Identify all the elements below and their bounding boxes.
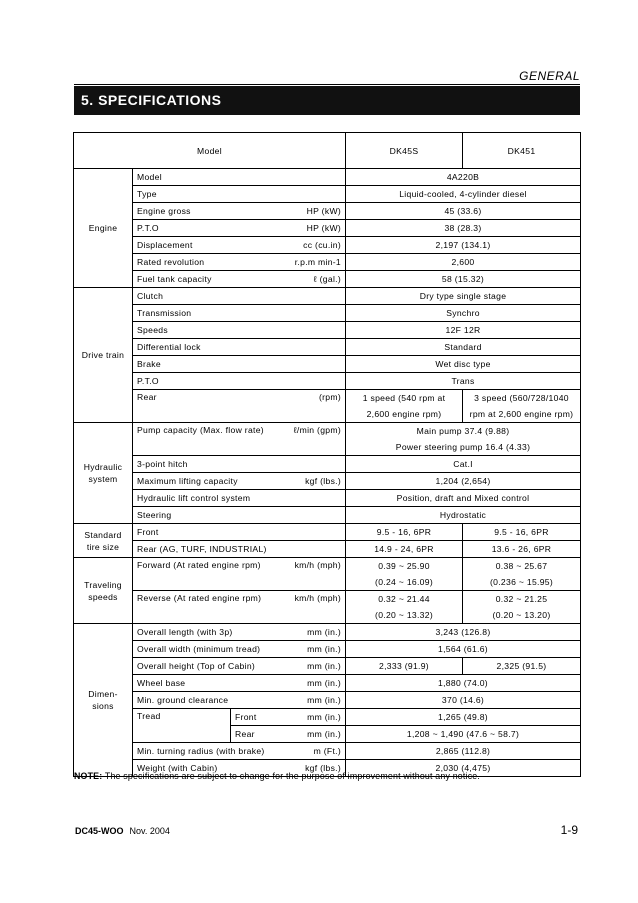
row-label-cell — [133, 254, 346, 271]
row-unit: mm (in.) — [307, 729, 342, 739]
row-label-cell — [133, 237, 346, 254]
row-sublabel-cell — [231, 709, 346, 726]
row-label: Min. turning radius (with brake) — [137, 746, 265, 756]
row-label-cell — [133, 591, 346, 624]
table-row — [74, 169, 581, 186]
row-label-cell — [133, 692, 346, 709]
row-label-cell — [133, 675, 346, 692]
specifications-table — [73, 132, 581, 777]
row-unit: mm (in.) — [307, 627, 342, 637]
row-label: Overall height (Top of Cabin) — [137, 661, 256, 671]
row-unit: kgf (lbs.) — [305, 476, 342, 486]
row-value: 2,865 (112.8) — [346, 743, 581, 760]
row-value: Liquid-cooled, 4-cylinder diesel — [346, 186, 581, 203]
row-unit: mm (in.) — [307, 678, 342, 688]
row-label: Tread — [133, 709, 231, 743]
row-unit: km/h (mph) — [294, 560, 342, 570]
table-row — [74, 743, 581, 760]
row-value: 2,030 (4,475) — [346, 760, 581, 777]
col-header-dk451: DK451 — [463, 133, 581, 169]
table-row — [74, 373, 581, 390]
row-label: Reverse (At rated engine rpm) — [137, 593, 262, 603]
header-rule — [74, 84, 580, 85]
row-label: Hydraulic lift control system — [133, 490, 346, 507]
row-unit: cc (cu.in) — [303, 240, 342, 250]
row-label-cell — [133, 271, 346, 288]
row-label-cell — [133, 473, 346, 490]
table-row — [74, 423, 581, 440]
group-label-dimensions: Dimen-sions — [74, 624, 133, 777]
row-label: Displacement — [137, 240, 193, 250]
row-unit: HP (kW) — [306, 206, 342, 216]
row-label-cell — [133, 203, 346, 220]
row-label: P.T.O — [133, 373, 346, 390]
row-value: 58 (15.32) — [346, 271, 581, 288]
table-row — [74, 271, 581, 288]
row-label: Engine gross — [137, 206, 191, 216]
row-unit: km/h (mph) — [294, 593, 342, 603]
table-row — [74, 524, 581, 541]
row-value: 1,880 (74.0) — [346, 675, 581, 692]
table-row — [74, 624, 581, 641]
table-row — [74, 541, 581, 558]
table-row — [74, 692, 581, 709]
row-value: Trans — [346, 373, 581, 390]
row-value: 1,204 (2,654) — [346, 473, 581, 490]
row-value: 12F 12R — [346, 322, 581, 339]
row-value: 13.6 - 26, 6PR — [463, 541, 581, 558]
row-value: 0.32 ~ 21.44 — [346, 591, 463, 608]
row-label-cell — [133, 390, 346, 423]
row-label: Type — [133, 186, 346, 203]
row-value: 0.39 ~ 25.90 — [346, 558, 463, 575]
row-label: Min. ground clearance — [137, 695, 229, 705]
row-label: Fuel tank capacity — [137, 274, 212, 284]
row-label: Speeds — [133, 322, 346, 339]
table-row — [74, 507, 581, 524]
table-row — [74, 709, 581, 726]
row-sublabel: Front — [235, 712, 257, 722]
row-value: 2,325 (91.5) — [463, 658, 581, 675]
table-row — [74, 490, 581, 507]
row-label: Front — [133, 524, 346, 541]
row-value: (0.236 ~ 15.95) — [463, 574, 581, 591]
row-label-cell — [133, 423, 346, 456]
row-value: 1 speed (540 rpm at — [346, 390, 463, 407]
row-label: 3-point hitch — [133, 456, 346, 473]
row-label: Rear (AG, TURF, INDUSTRIAL) — [133, 541, 346, 558]
row-unit: ℓ/min (gpm) — [293, 425, 342, 435]
row-value: rpm at 2,600 engine rpm) — [463, 406, 581, 423]
row-label: P.T.O — [137, 223, 159, 233]
row-value: Dry type single stage — [346, 288, 581, 305]
row-label: Wheel base — [137, 678, 186, 688]
table-row — [74, 305, 581, 322]
table-row — [74, 322, 581, 339]
row-sublabel: Rear — [235, 729, 255, 739]
note-text: The specifications are subject to change for the purpose of improvement without any notice. — [104, 771, 481, 781]
row-unit: kgf (lbs.) — [305, 763, 342, 773]
row-value: 45 (33.6) — [346, 203, 581, 220]
page-title: 5. SPECIFICATIONS — [74, 86, 580, 115]
row-label: Steering — [133, 507, 346, 524]
group-label-drive-train: Drive train — [74, 288, 133, 423]
row-value: 2,600 engine rpm) — [346, 406, 463, 423]
row-label: Weight (with Cabin) — [137, 763, 218, 773]
row-value: Wet disc type — [346, 356, 581, 373]
table-row — [74, 186, 581, 203]
table-row — [74, 390, 581, 407]
row-value: 9.5 - 16, 6PR — [346, 524, 463, 541]
row-value: 3 speed (560/728/1040 — [463, 390, 581, 407]
row-unit: mm (in.) — [307, 661, 342, 671]
row-value: Standard — [346, 339, 581, 356]
row-label: Overall width (minimum tread) — [137, 644, 261, 654]
row-label: Maximum lifting capacity — [137, 476, 238, 486]
table-row — [74, 456, 581, 473]
row-unit: m (Ft.) — [313, 746, 342, 756]
table-row — [74, 675, 581, 692]
row-unit: mm (in.) — [307, 644, 342, 654]
note-label: NOTE: — [74, 771, 103, 781]
table-row — [74, 203, 581, 220]
row-value: Cat.I — [346, 456, 581, 473]
row-value: 1,564 (61.6) — [346, 641, 581, 658]
row-unit: mm (in.) — [307, 712, 342, 722]
row-label: Overall length (with 3p) — [137, 627, 233, 637]
col-header-dk45s: DK45S — [346, 133, 463, 169]
row-label: Transmission — [133, 305, 346, 322]
row-unit: HP (kW) — [306, 223, 342, 233]
row-label: Brake — [133, 356, 346, 373]
row-value: Hydrostatic — [346, 507, 581, 524]
row-value: 0.32 ~ 21.25 — [463, 591, 581, 608]
row-value: 3,243 (126.8) — [346, 624, 581, 641]
row-label-cell — [133, 743, 346, 760]
group-label-tire-size: Standard tire size — [74, 524, 133, 558]
group-label-engine: Engine — [74, 169, 133, 288]
table-header-row — [74, 133, 581, 169]
table-row — [74, 641, 581, 658]
row-value: (0.20 ~ 13.20) — [463, 607, 581, 624]
table-row — [74, 237, 581, 254]
row-unit: ℓ (gal.) — [313, 274, 342, 284]
row-label-cell — [133, 641, 346, 658]
row-label: Forward (At rated engine rpm) — [137, 560, 261, 570]
row-value: 370 (14.6) — [346, 692, 581, 709]
group-label-hydraulic: Hydraulic system — [74, 423, 133, 524]
note — [74, 771, 480, 781]
row-value: Position, draft and Mixed control — [346, 490, 581, 507]
table-row — [74, 356, 581, 373]
table-row — [74, 558, 581, 575]
row-value: Synchro — [346, 305, 581, 322]
row-label-cell — [133, 220, 346, 237]
row-label: Pump capacity (Max. flow rate) — [137, 425, 264, 435]
doc-date: Nov. 2004 — [129, 826, 170, 836]
section-header: GENERAL — [519, 69, 580, 83]
row-value: 2,600 — [346, 254, 581, 271]
row-value: 1,265 (49.8) — [346, 709, 581, 726]
row-label: Rated revolution — [137, 257, 205, 267]
table-row — [74, 591, 581, 608]
table-row — [74, 658, 581, 675]
row-label: Model — [133, 169, 346, 186]
row-label: Clutch — [133, 288, 346, 305]
row-value: Main pump 37.4 (9.88) — [346, 423, 581, 440]
row-unit: r.p.m min-1 — [294, 257, 342, 267]
row-label-cell — [133, 658, 346, 675]
footer-doc-info — [75, 826, 170, 836]
row-value: 4A220B — [346, 169, 581, 186]
group-label-traveling-speeds: Traveling speeds — [74, 558, 133, 624]
table-row — [74, 473, 581, 490]
row-unit: (rpm) — [318, 392, 342, 402]
row-label: Differential lock — [133, 339, 346, 356]
row-value: (0.20 ~ 13.32) — [346, 607, 463, 624]
row-sublabel-cell — [231, 726, 346, 743]
row-value: Power steering pump 16.4 (4.33) — [346, 439, 581, 456]
col-header-model: Model — [74, 133, 346, 169]
table-row — [74, 288, 581, 305]
row-value: 9.5 - 16, 6PR — [463, 524, 581, 541]
doc-code: DC45-WOO — [75, 826, 124, 836]
row-value: 38 (28.3) — [346, 220, 581, 237]
table-row — [74, 254, 581, 271]
row-label: Rear — [137, 392, 157, 402]
row-value: 2,197 (134.1) — [346, 237, 581, 254]
table-row — [74, 339, 581, 356]
row-unit: mm (in.) — [307, 695, 342, 705]
row-label-cell — [133, 558, 346, 591]
row-value: 0.38 ~ 25.67 — [463, 558, 581, 575]
row-value: 2,333 (91.9) — [346, 658, 463, 675]
table-row — [74, 220, 581, 237]
row-value: (0.24 ~ 16.09) — [346, 574, 463, 591]
row-label-cell — [133, 624, 346, 641]
row-value: 14.9 - 24, 6PR — [346, 541, 463, 558]
row-value: 1,208 ~ 1,490 (47.6 ~ 58.7) — [346, 726, 581, 743]
page-number: 1-9 — [560, 823, 578, 837]
